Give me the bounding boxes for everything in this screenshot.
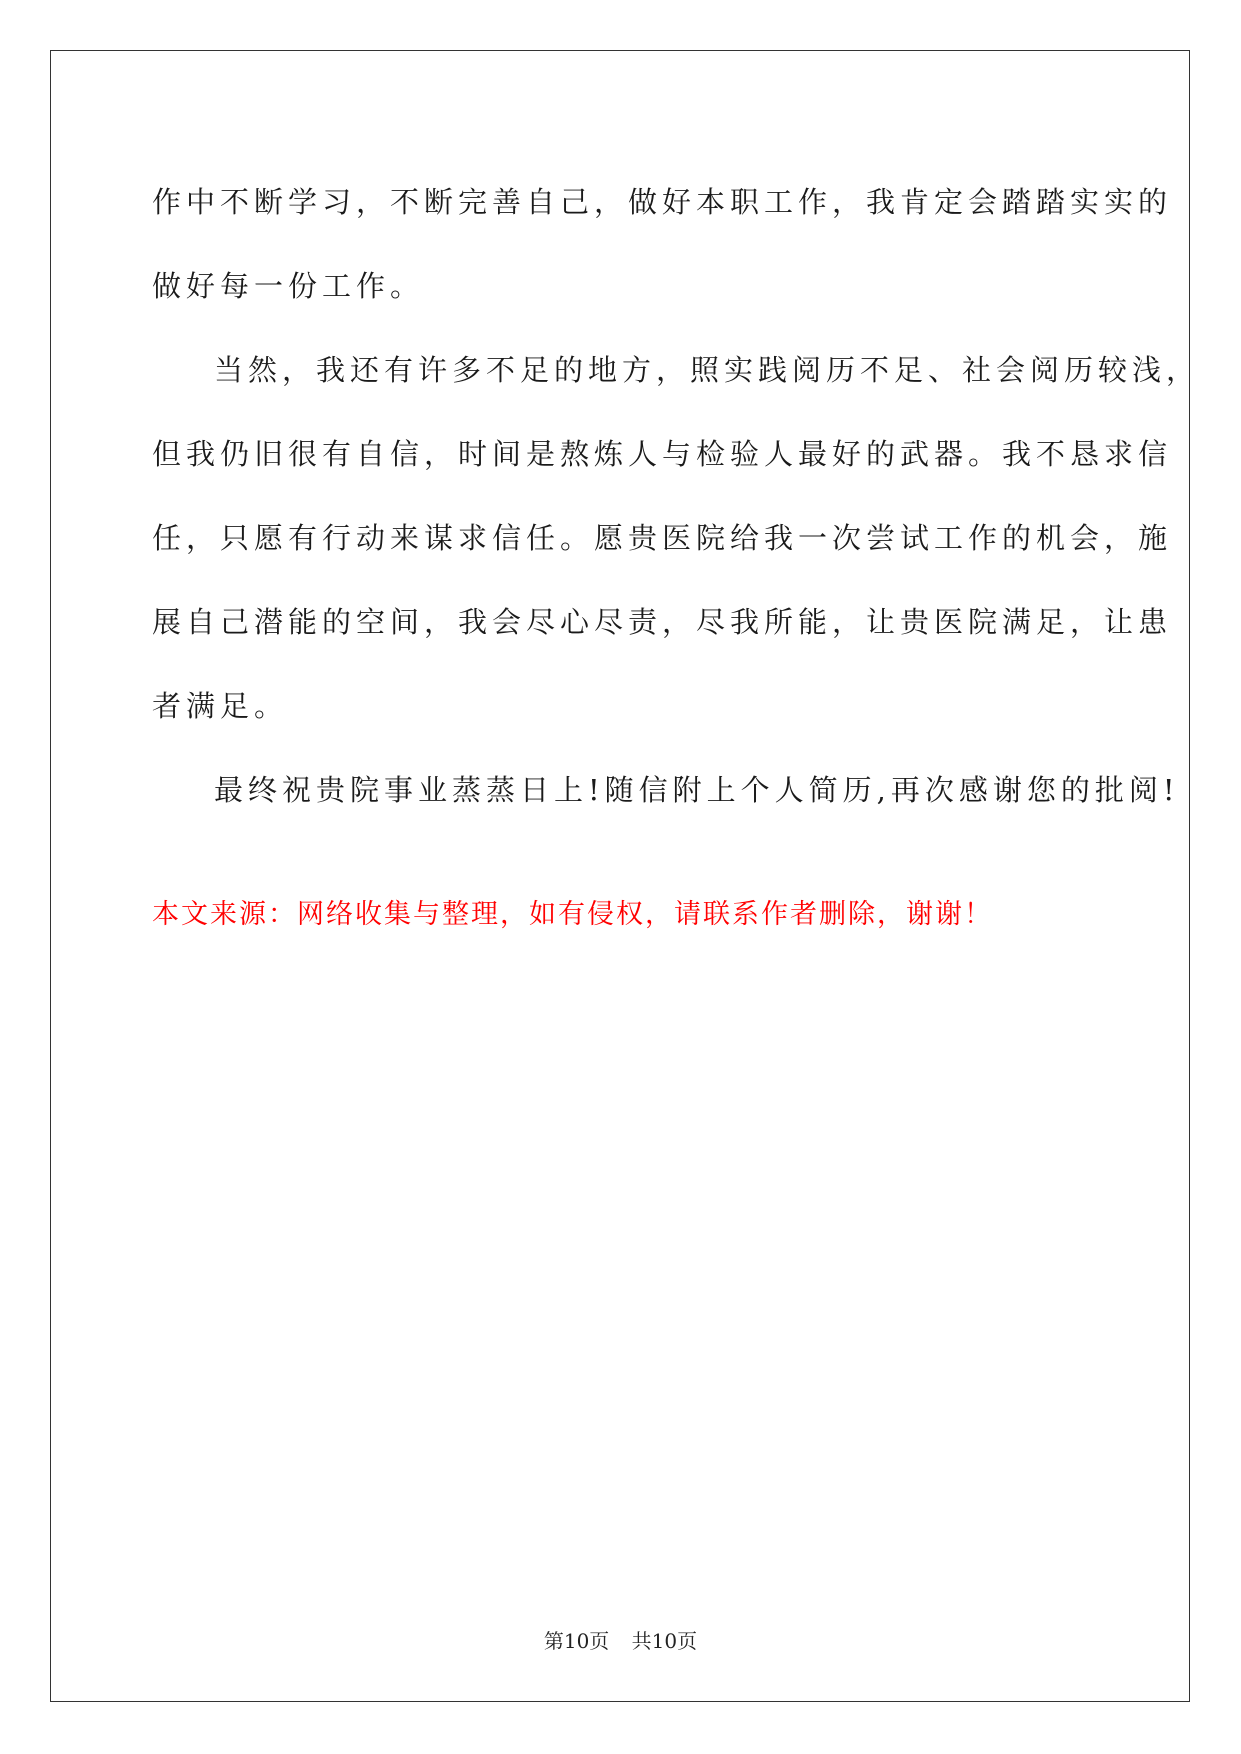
source-note: 本文来源：网络收集与整理，如有侵权，请联系作者删除，谢谢！ xyxy=(152,899,993,930)
text-line: 任，只愿有行动来谋求信任。愿贵医院给我一次尝试工作的机会，施 xyxy=(152,521,1173,555)
text-line: 最终祝贵院事业蒸蒸日上!随信附上个人简历,再次感谢您的批阅! xyxy=(214,773,1180,807)
paragraph-3 xyxy=(152,748,1180,832)
text-line: 作中不断学习，不断完善自己，做好本职工作，我肯定会踏踏实实的 xyxy=(152,185,1173,219)
text-line: 者满足。 xyxy=(152,689,289,723)
text-line: 展自己潜能的空间，我会尽心尽责，尽我所能，让贵医院满足，让患 xyxy=(152,605,1173,639)
document-body xyxy=(152,160,1201,832)
text-line: 做好每一份工作。 xyxy=(152,269,425,303)
page-number-total: 共10页 xyxy=(631,1629,698,1653)
page-footer xyxy=(0,1625,1241,1654)
paragraph-2 xyxy=(152,328,1201,748)
paragraph-1 xyxy=(152,160,1173,328)
text-line: 当然，我还有许多不足的地方，照实践阅历不足、社会阅历较浅， xyxy=(214,353,1201,387)
page-number-current: 第10页 xyxy=(543,1629,610,1653)
text-line: 但我仍旧很有自信，时间是熬炼人与检验人最好的武器。我不恳求信 xyxy=(152,437,1173,471)
